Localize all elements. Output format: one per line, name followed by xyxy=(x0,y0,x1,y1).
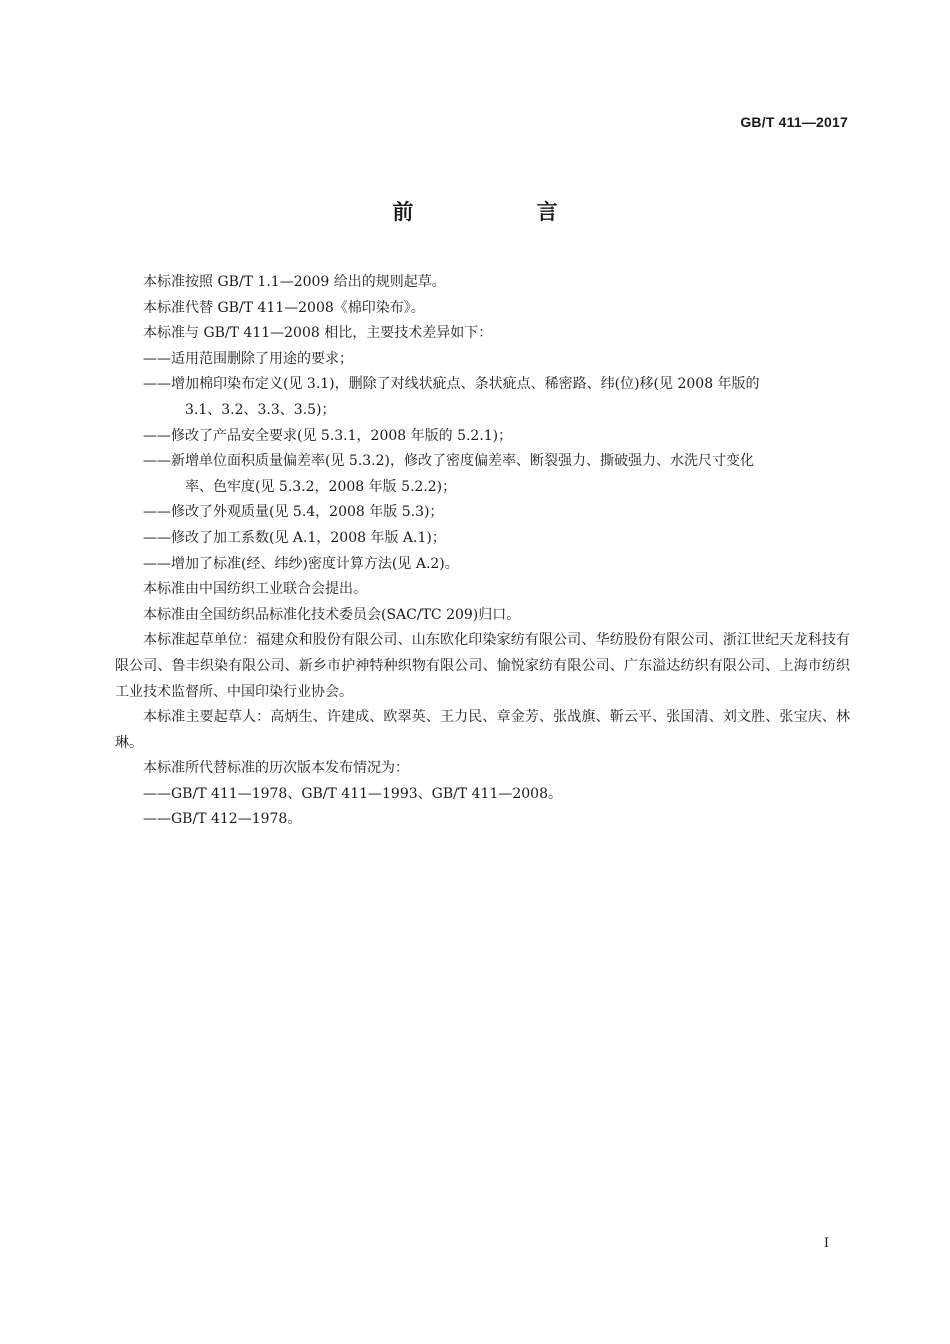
paragraph-differences-intro: 本标准与 GB/T 411—2008 相比，主要技术差异如下： xyxy=(143,325,493,342)
change-item xyxy=(115,347,850,373)
paragraph-history-intro: 本标准所代替标准的历次版本发布情况为： xyxy=(143,760,409,777)
change-item xyxy=(115,449,850,500)
history-item-text: ——GB/T 412—1978。 xyxy=(143,811,302,828)
history-item xyxy=(115,807,850,833)
change-item-text: ——增加棉印染布定义(见 3.1)，删除了对线状疵点、条状疵点、稀密路、纬(位)移(见 2008 年版的 xyxy=(143,376,760,393)
change-item-text: ——修改了加工系数(见 A.1，2008 年版 A.1)； xyxy=(143,529,446,546)
standard-number: GB/T 411—2017 xyxy=(740,114,848,130)
change-item-text: ——新增单位面积质量偏差率(见 5.3.2)，修改了密度偏差率、断裂强力、撕破强力、水洗尺寸变化 xyxy=(143,453,754,470)
paragraph-drafting-units: 本标准起草单位：福建众和股份有限公司、山东欧化印染家纺有限公司、华纺股份有限公司、浙江世纪天龙科技有限公司、鲁丰织染有限公司、新乡市护神特种织物有限公司、愉悦家纺有限公司、广东溢达纺织有限公司、上海市纺织工业技术监督所、中国印染行业协会。 xyxy=(115,632,850,700)
paragraph-centralized: 本标准由全国纺织品标准化技术委员会(SAC/TC 209)归口。 xyxy=(143,606,521,623)
change-item-text: ——增加了标准(经、纬纱)密度计算方法(见 A.2)。 xyxy=(143,555,459,572)
change-item xyxy=(115,424,850,450)
paragraph-replaces: 本标准代替 GB/T 411—2008《棉印染布》。 xyxy=(143,299,425,316)
paragraph-drafters: 本标准主要起草人：高炳生、许建成、欧翠英、王力民、章金芳、张战旗、靳云平、张国清、刘文胜、张宝庆、林琳。 xyxy=(115,709,850,751)
change-item xyxy=(115,526,850,552)
change-item xyxy=(115,552,850,578)
change-item-continuation: 3.1、3.2、3.3、3.5)； xyxy=(185,401,336,418)
page-number: I xyxy=(823,1236,829,1251)
foreword-body xyxy=(115,270,850,833)
paragraph-drafting-rules: 本标准按照 GB/T 1.1—2009 给出的规则起草。 xyxy=(143,274,446,290)
change-item-continuation: 率、色牢度(见 5.3.2，2008 年版 5.2.2)； xyxy=(185,478,457,495)
change-item-text: ——修改了产品安全要求(见 5.3.1，2008 年版的 5.2.1)； xyxy=(143,427,513,444)
change-item-text: ——修改了外观质量(见 5.4，2008 年版 5.3)； xyxy=(143,504,444,521)
history-item-text: ——GB/T 411—1978、GB/T 411—1993、GB/T 411—2008。 xyxy=(143,785,562,802)
history-item xyxy=(115,782,850,808)
change-item xyxy=(115,372,850,423)
change-item-text: ——适用范围删除了用途的要求； xyxy=(143,350,353,367)
page-title: 前 言 xyxy=(392,200,616,224)
change-item xyxy=(115,500,850,526)
paragraph-proposer: 本标准由中国纺织工业联合会提出。 xyxy=(143,581,367,598)
